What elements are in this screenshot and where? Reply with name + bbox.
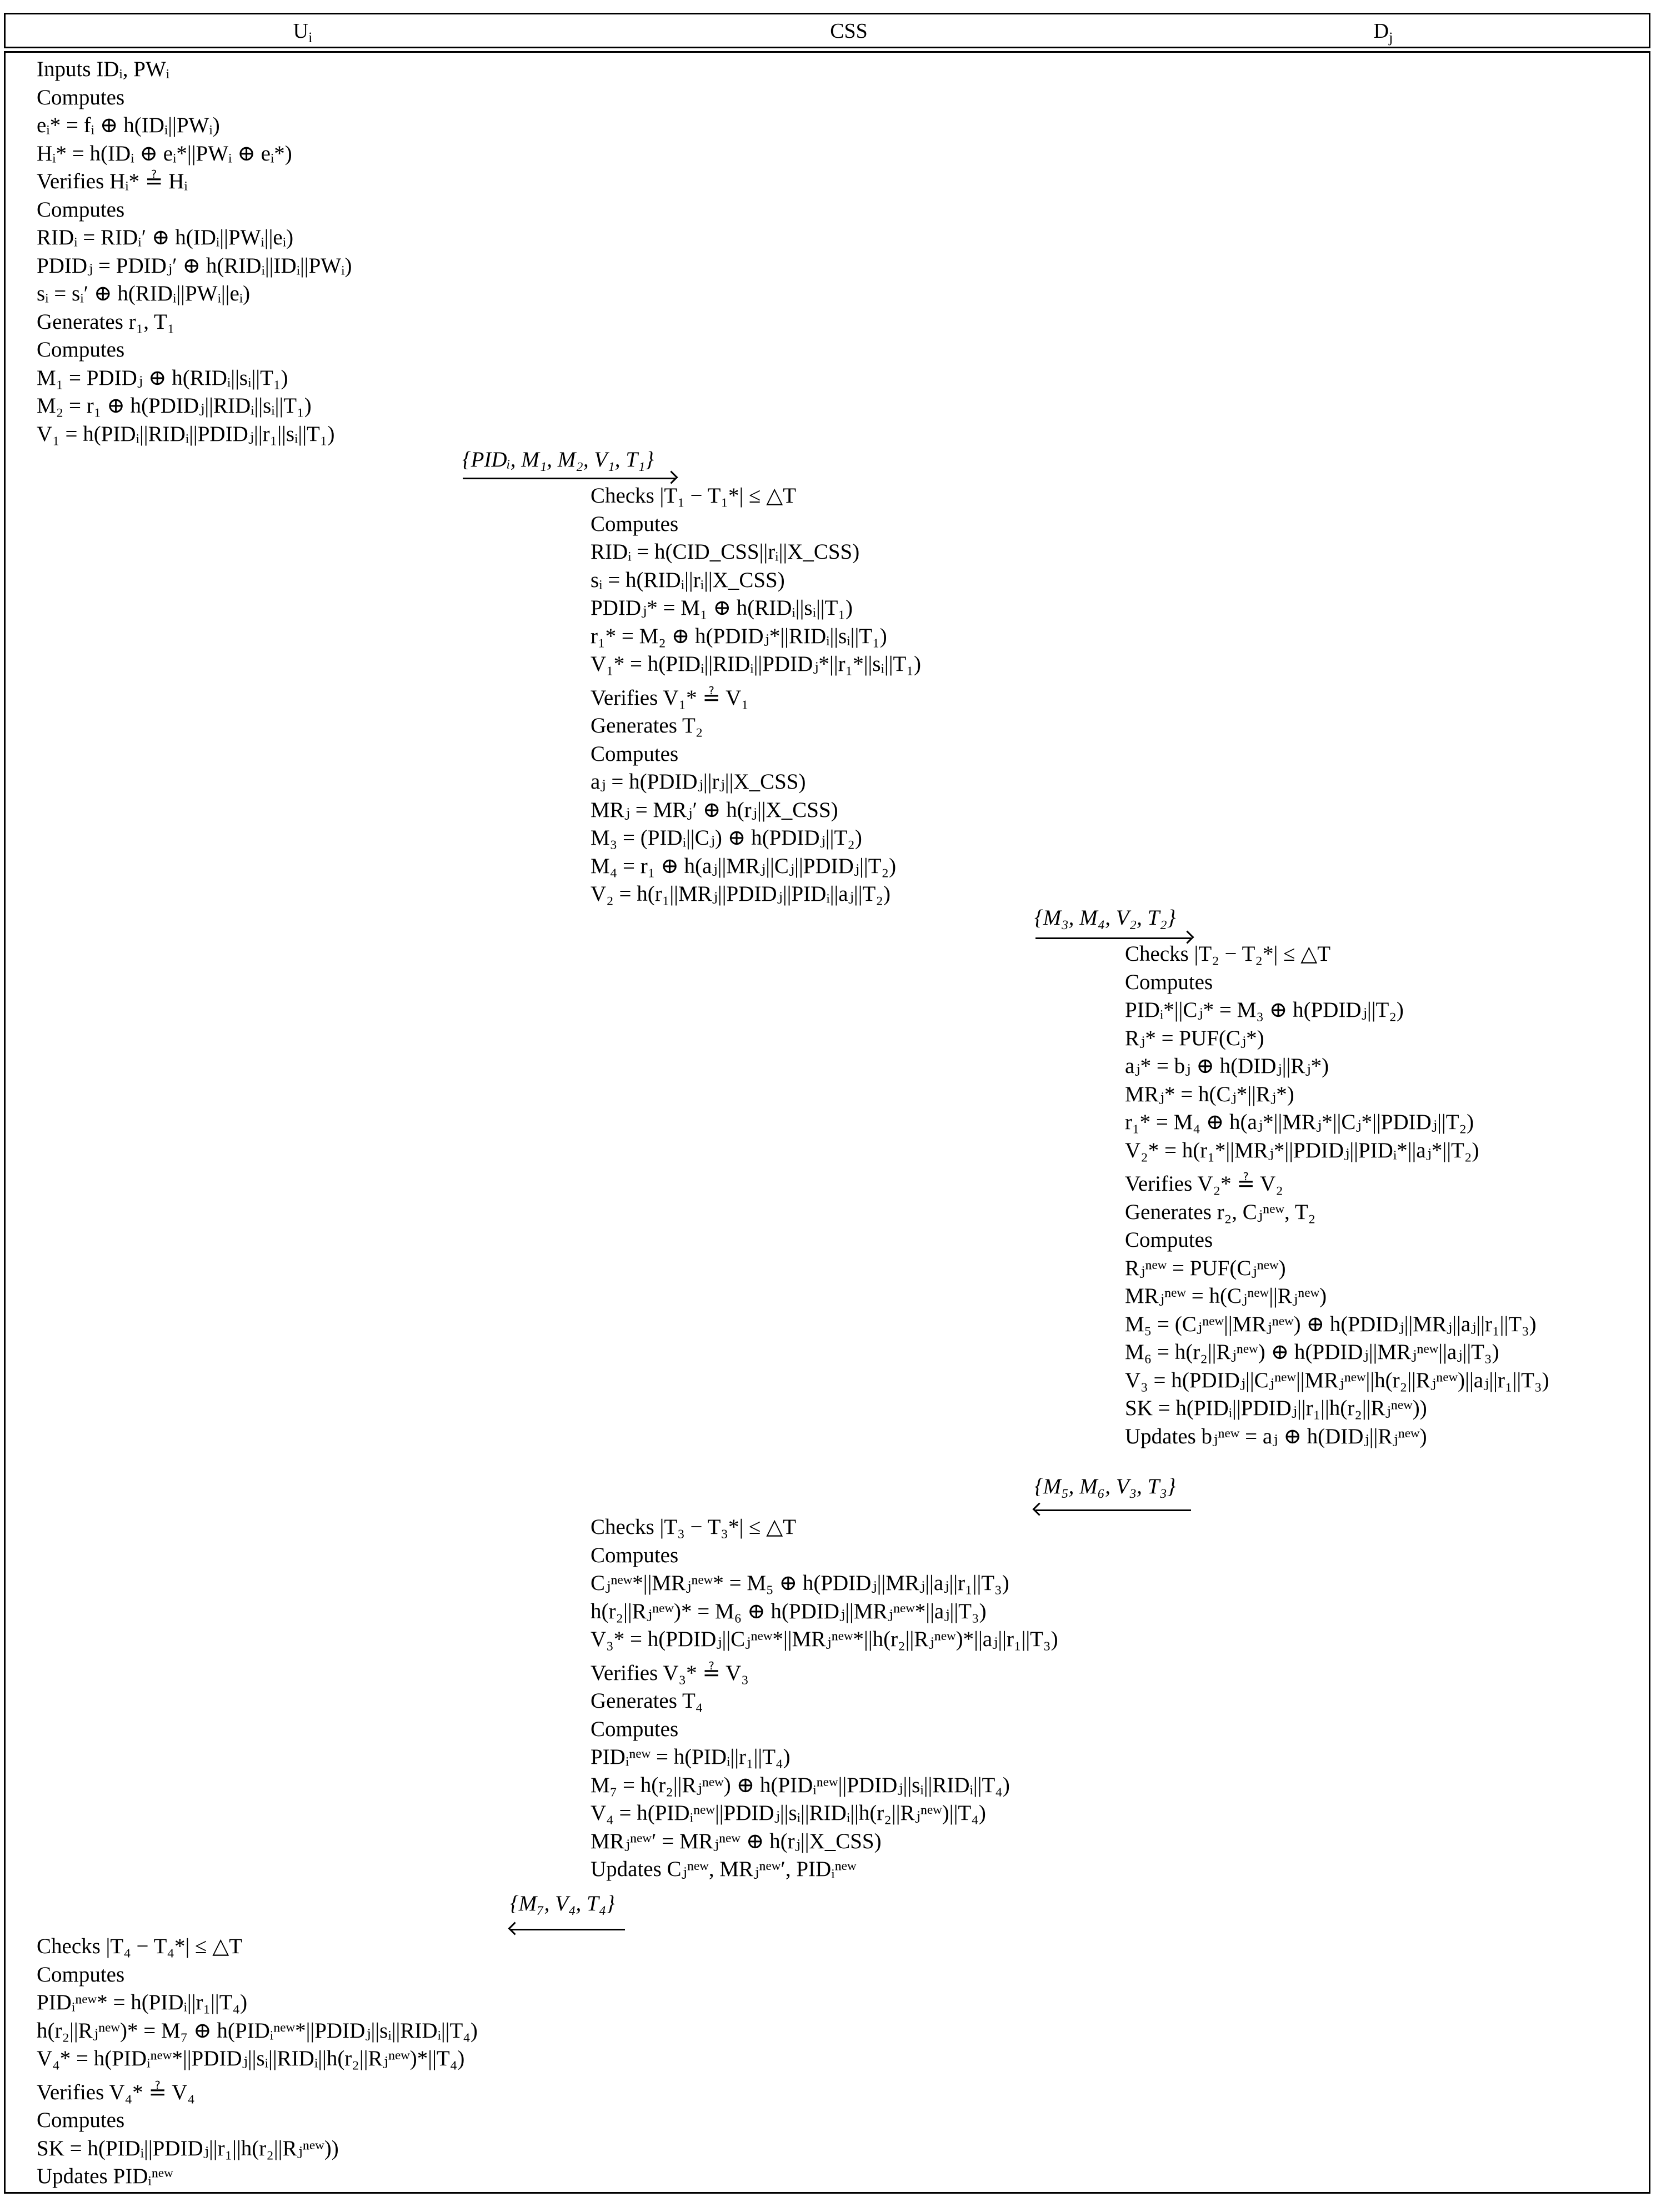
step-line: V₃* = h(PDIDⱼ||Cⱼⁿᵉʷ*||MRⱼⁿᵉʷ*||h(r₂||Rⱼⁿᵉʷ)*||aⱼ||r₁||T₃) — [591, 1627, 1058, 1651]
step-line: PIDᵢⁿᵉʷ = h(PIDᵢ||r₁||T₄) — [591, 1745, 791, 1769]
step-line: Computes — [591, 1543, 679, 1567]
css-computation-block-2 — [591, 1513, 1058, 1884]
device-computation-block — [1125, 940, 1549, 1451]
arrow-right-icon — [463, 478, 675, 479]
step-line: Generates T₂ — [591, 714, 703, 738]
step-line: M₄ = r₁ ⊕ h(aⱼ||MRⱼ||Cⱼ||PDIDⱼ||T₂) — [591, 854, 897, 878]
step-line: Computes — [591, 741, 679, 766]
step-line: Checks |T₁ − T₁*| ≤ △T — [591, 484, 797, 508]
step-line: Generates T₄ — [591, 1689, 703, 1713]
step-line: M₂ = r₁ ⊕ h(PDIDⱼ||RIDᵢ||sᵢ||T₁) — [37, 394, 312, 418]
step-line: Checks |T₃ − T₃*| ≤ △T — [591, 1515, 797, 1539]
step-line: Computes — [1125, 1228, 1213, 1252]
participant-css: CSS — [830, 19, 868, 43]
step-line: Computes — [591, 1717, 679, 1741]
step-line: Updates PIDᵢⁿᵉʷ — [37, 2164, 173, 2188]
step-line: sᵢ = sᵢ′ ⊕ h(RIDᵢ||PWᵢ||eᵢ) — [37, 282, 251, 305]
step-line: Verifies V₁* ≟ V₁ — [591, 685, 749, 710]
step-line: Checks |T₂ − T₂*| ≤ △T — [1125, 942, 1331, 966]
step-line: Checks |T₄ − T₄*| ≤ △T — [37, 1934, 243, 1958]
message-4-label: {M₇, V₄, T₄} — [510, 1892, 615, 1915]
arrow-left-icon — [1035, 1509, 1191, 1511]
step-line: M₃ = (PIDᵢ||Cⱼ) ⊕ h(PDIDⱼ||T₂) — [591, 826, 862, 850]
message-2-label: {M₃, M₄, V₂, T₂} — [1034, 906, 1176, 930]
step-line: Verifies V₃* ≟ V₃ — [591, 1661, 749, 1685]
step-line: Verifies V₄* ≟ V₄ — [37, 2080, 195, 2104]
step-line: M₅ = (Cⱼⁿᵉʷ||MRⱼⁿᵉʷ) ⊕ h(PDIDⱼ||MRⱼ||aⱼ||r₁||T₃) — [1125, 1312, 1537, 1336]
step-line: Computes — [591, 511, 679, 536]
step-line: RIDᵢ = h(CID_CSS||rᵢ||X_CSS) — [591, 540, 860, 564]
step-line: V₁ = h(PIDᵢ||RIDᵢ||PDIDⱼ||r₁||sᵢ||T₁) — [37, 422, 335, 446]
step-line: V₄* = h(PIDᵢⁿᵉʷ*||PDIDⱼ||sᵢ||RIDᵢ||h(r₂||Rⱼⁿᵉʷ)*||T₄) — [37, 2047, 465, 2070]
step-line: V₄ = h(PIDᵢⁿᵉʷ||PDIDⱼ||sᵢ||RIDᵢ||h(r₂||Rⱼⁿᵉʷ)||T₄) — [591, 1801, 986, 1825]
step-line: PIDᵢ*||Cⱼ* = M₃ ⊕ h(PDIDⱼ||T₂) — [1125, 998, 1404, 1022]
step-line: Computes — [1125, 970, 1213, 994]
step-line: h(r₂||Rⱼⁿᵉʷ)* = M₇ ⊕ h(PIDᵢⁿᵉʷ*||PDIDⱼ||sᵢ||RIDᵢ||T₄) — [37, 2018, 478, 2043]
step-line: Verifies Hᵢ* ≟ Hᵢ — [37, 169, 188, 193]
step-line: V₂* = h(r₁*||MRⱼ*||PDIDⱼ||PIDᵢ*||aⱼ*||T₂) — [1125, 1138, 1479, 1162]
step-line: Inputs IDᵢ, PWᵢ — [37, 57, 170, 81]
step-line: M₇ = h(r₂||Rⱼⁿᵉʷ) ⊕ h(PIDᵢⁿᵉʷ||PDIDⱼ||sᵢ||RIDᵢ||T₄) — [591, 1773, 1010, 1797]
step-line: Verifies V₂* ≟ V₂ — [1125, 1172, 1283, 1196]
step-line: MRⱼ = MRⱼ′ ⊕ h(rⱼ||X_CSS) — [591, 797, 838, 822]
step-line: Computes — [37, 2108, 125, 2132]
step-line: Computes — [37, 338, 125, 362]
step-line: Hᵢ* = h(IDᵢ ⊕ eᵢ*||PWᵢ ⊕ eᵢ*) — [37, 141, 292, 165]
step-line: Updates bⱼⁿᵉʷ = aⱼ ⊕ h(DIDⱼ||Rⱼⁿᵉʷ) — [1125, 1424, 1427, 1448]
css-computation-block-1 — [591, 482, 921, 909]
step-line: aⱼ* = bⱼ ⊕ h(DIDⱼ||Rⱼ*) — [1125, 1054, 1329, 1078]
step-line: M₁ = PDIDⱼ ⊕ h(RIDᵢ||sᵢ||T₁) — [37, 365, 288, 390]
step-line: PDIDⱼ = PDIDⱼ′ ⊕ h(RIDᵢ||IDᵢ||PWᵢ) — [37, 253, 352, 278]
step-line: V₁* = h(PIDᵢ||RIDᵢ||PDIDⱼ*||r₁*||sᵢ||T₁) — [591, 652, 921, 676]
step-line: SK = h(PIDᵢ||PDIDⱼ||r₁||h(r₂||Rⱼⁿᵉʷ)) — [1125, 1396, 1427, 1420]
step-line: eᵢ* = fᵢ ⊕ h(IDᵢ||PWᵢ) — [37, 113, 220, 137]
arrow-left-icon — [511, 1929, 625, 1930]
step-line: h(r₂||Rⱼⁿᵉʷ)* = M₆ ⊕ h(PDIDⱼ||MRⱼⁿᵉʷ*||aⱼ||T₃) — [591, 1599, 987, 1623]
step-line: MRⱼ* = h(Cⱼ*||Rⱼ*) — [1125, 1082, 1294, 1106]
participant-user: $U_i$ — [293, 19, 313, 46]
user-computation-block-2 — [37, 1933, 478, 2191]
step-line: M₆ = h(r₂||Rⱼⁿᵉʷ) ⊕ h(PDIDⱼ||MRⱼⁿᵉʷ||aⱼ||T₃) — [1125, 1340, 1499, 1364]
step-line: Computes — [37, 1962, 125, 1987]
step-line: V₃ = h(PDIDⱼ||Cⱼⁿᵉʷ||MRⱼⁿᵉʷ||h(r₂||Rⱼⁿᵉʷ)||aⱼ||r₁||T₃) — [1125, 1368, 1549, 1392]
step-line: r₁* = M₄ ⊕ h(aⱼ*||MRⱼ*||Cⱼ*||PDIDⱼ||T₂) — [1125, 1110, 1474, 1134]
step-line: sᵢ = h(RIDᵢ||rᵢ||X_CSS) — [591, 568, 785, 592]
step-line: Computes — [37, 197, 125, 222]
user-computation-block-1 — [37, 56, 352, 448]
step-line: MRⱼⁿᵉʷ = h(Cⱼⁿᵉʷ||Rⱼⁿᵉʷ) — [1125, 1284, 1327, 1308]
step-line: V₂ = h(r₁||MRⱼ||PDIDⱼ||PIDᵢ||aⱼ||T₂) — [591, 882, 890, 906]
step-line: aⱼ = h(PDIDⱼ||rⱼ||X_CSS) — [591, 770, 806, 794]
message-3-label: {M₅, M₆, V₃, T₃} — [1034, 1474, 1176, 1498]
step-line: Rⱼⁿᵉʷ = PUF(Cⱼⁿᵉʷ) — [1125, 1256, 1286, 1280]
step-line: Cⱼⁿᵉʷ*||MRⱼⁿᵉʷ* = M₅ ⊕ h(PDIDⱼ||MRⱼ||aⱼ||r₁||T₃) — [591, 1571, 1009, 1595]
step-line: MRⱼⁿᵉʷ′ = MRⱼⁿᵉʷ ⊕ h(rⱼ||X_CSS) — [591, 1829, 882, 1853]
step-line: Updates Cⱼⁿᵉʷ, MRⱼⁿᵉʷ′, PIDᵢⁿᵉʷ — [591, 1857, 857, 1881]
step-line: SK = h(PIDᵢ||PDIDⱼ||r₁||h(r₂||Rⱼⁿᵉʷ)) — [37, 2136, 339, 2160]
step-line: r₁* = M₂ ⊕ h(PDIDⱼ*||RIDᵢ||sᵢ||T₁) — [591, 624, 887, 648]
step-line: PDIDⱼ* = M₁ ⊕ h(RIDᵢ||sᵢ||T₁) — [591, 596, 853, 620]
step-line: PIDᵢⁿᵉʷ* = h(PIDᵢ||r₁||T₄) — [37, 1990, 248, 2014]
arrow-right-icon — [1035, 937, 1191, 939]
participant-device: $D_j$ — [1373, 19, 1393, 46]
participants-header — [4, 13, 1650, 48]
message-1-label: {PIDᵢ, M₁, M₂, V₁, T₁} — [462, 448, 654, 472]
step-line: Generates r₁, T₁ — [37, 309, 175, 334]
step-line: Rⱼ* = PUF(Cⱼ*) — [1125, 1026, 1264, 1050]
step-line: RIDᵢ = RIDᵢ′ ⊕ h(IDᵢ||PWᵢ||eᵢ) — [37, 225, 294, 249]
step-line: Generates r₂, Cⱼⁿᵉʷ, T₂ — [1125, 1200, 1316, 1224]
step-line: Computes — [37, 85, 125, 109]
